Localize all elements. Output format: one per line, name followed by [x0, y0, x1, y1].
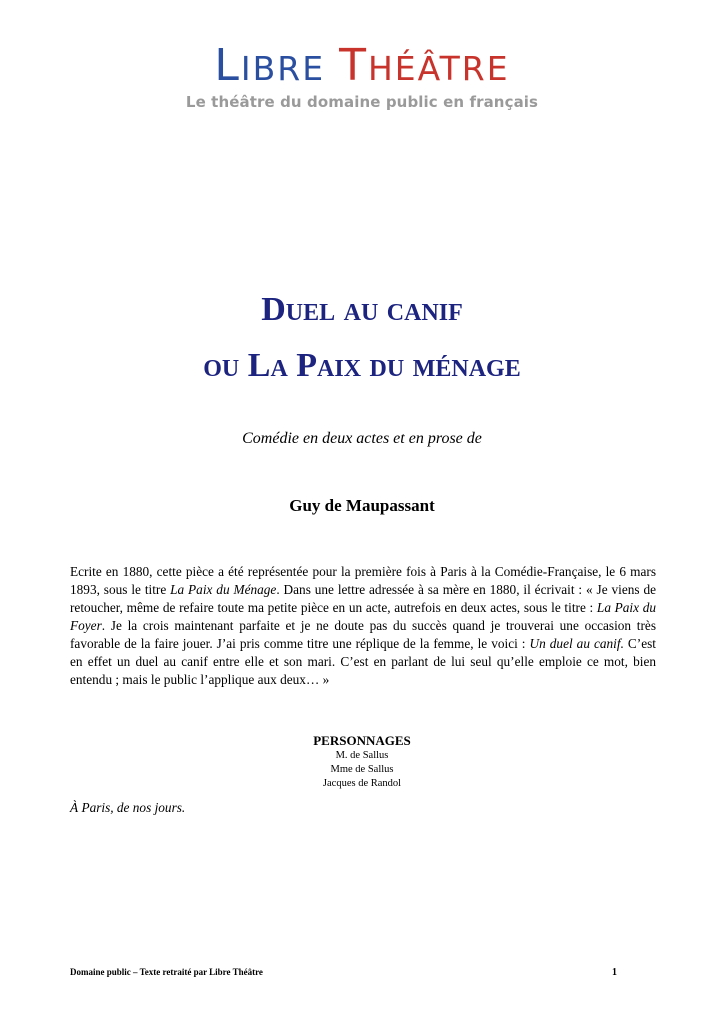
libre-theatre-logo — [0, 42, 724, 111]
page-number: 1 — [612, 967, 617, 978]
cast-item: M. de Sallus — [335, 750, 389, 761]
logo-theatre-rest: HÉÂTRE — [367, 49, 510, 88]
play-title-line-1: Duel au canif — [261, 291, 463, 328]
setting-note: À Paris, de nos jours. — [70, 800, 186, 815]
intro-italic-1: La Paix du Ménage — [170, 582, 277, 597]
logo-libre-rest: IBRE — [240, 49, 326, 88]
play-subtitle: Comédie en deux actes et en prose de — [242, 430, 482, 447]
intro-italic-2: La Paix du Foyer — [70, 600, 657, 633]
cast-heading: PERSONNAGES — [313, 733, 411, 748]
intro-text-3: . Je la crois maintenant parfaite et je ne doute pas du succès quand je trouverai une occasion très favorable de la faire jouer. J’ai pris comme titre une réplique de la femme, le voici : — [70, 618, 656, 651]
logo-word-theatre — [339, 40, 510, 91]
logo-word-libre — [214, 40, 325, 91]
logo-libre-cap: L — [214, 40, 241, 91]
play-title-line-2: ou La Paix du ménage — [203, 347, 521, 384]
logo-theatre-cap: T — [339, 40, 368, 91]
logo-title — [0, 42, 724, 93]
intro-text-1: Ecrite en 1880, cette pièce a été représentée pour la première fois à Paris à la Comédie-Française, le 6 mars 1893, sous le titre — [70, 564, 656, 597]
intro-paragraph — [70, 563, 656, 689]
cast-item: Mme de Sallus — [330, 764, 394, 775]
cast-list — [0, 733, 724, 791]
footer-credit: Domaine public – Texte retraité par Libre Théâtre — [70, 967, 263, 977]
logo-subtitle: Le théâtre du domaine public en français — [185, 93, 539, 111]
author-name: Guy de Maupassant — [289, 496, 435, 515]
play-title — [0, 282, 724, 394]
intro-text-2: . Dans une lettre adressée à sa mère en 1880, il écrivait : « Je viens de retoucher, même de refaire toute ma petite pièce en un acte, autrefois en deux actes, sous le titre : — [70, 582, 657, 615]
cast-item: Jacques de Randol — [322, 778, 402, 789]
intro-italic-3: Un duel au canif. — [529, 636, 624, 651]
intro-text-4: C’est en effet un duel au canif entre elle et son mari. C’est en parlant de lui seul qu’elle emploie ce mot, bien entendu ; mais le public l’applique aux deux… » — [70, 636, 656, 687]
